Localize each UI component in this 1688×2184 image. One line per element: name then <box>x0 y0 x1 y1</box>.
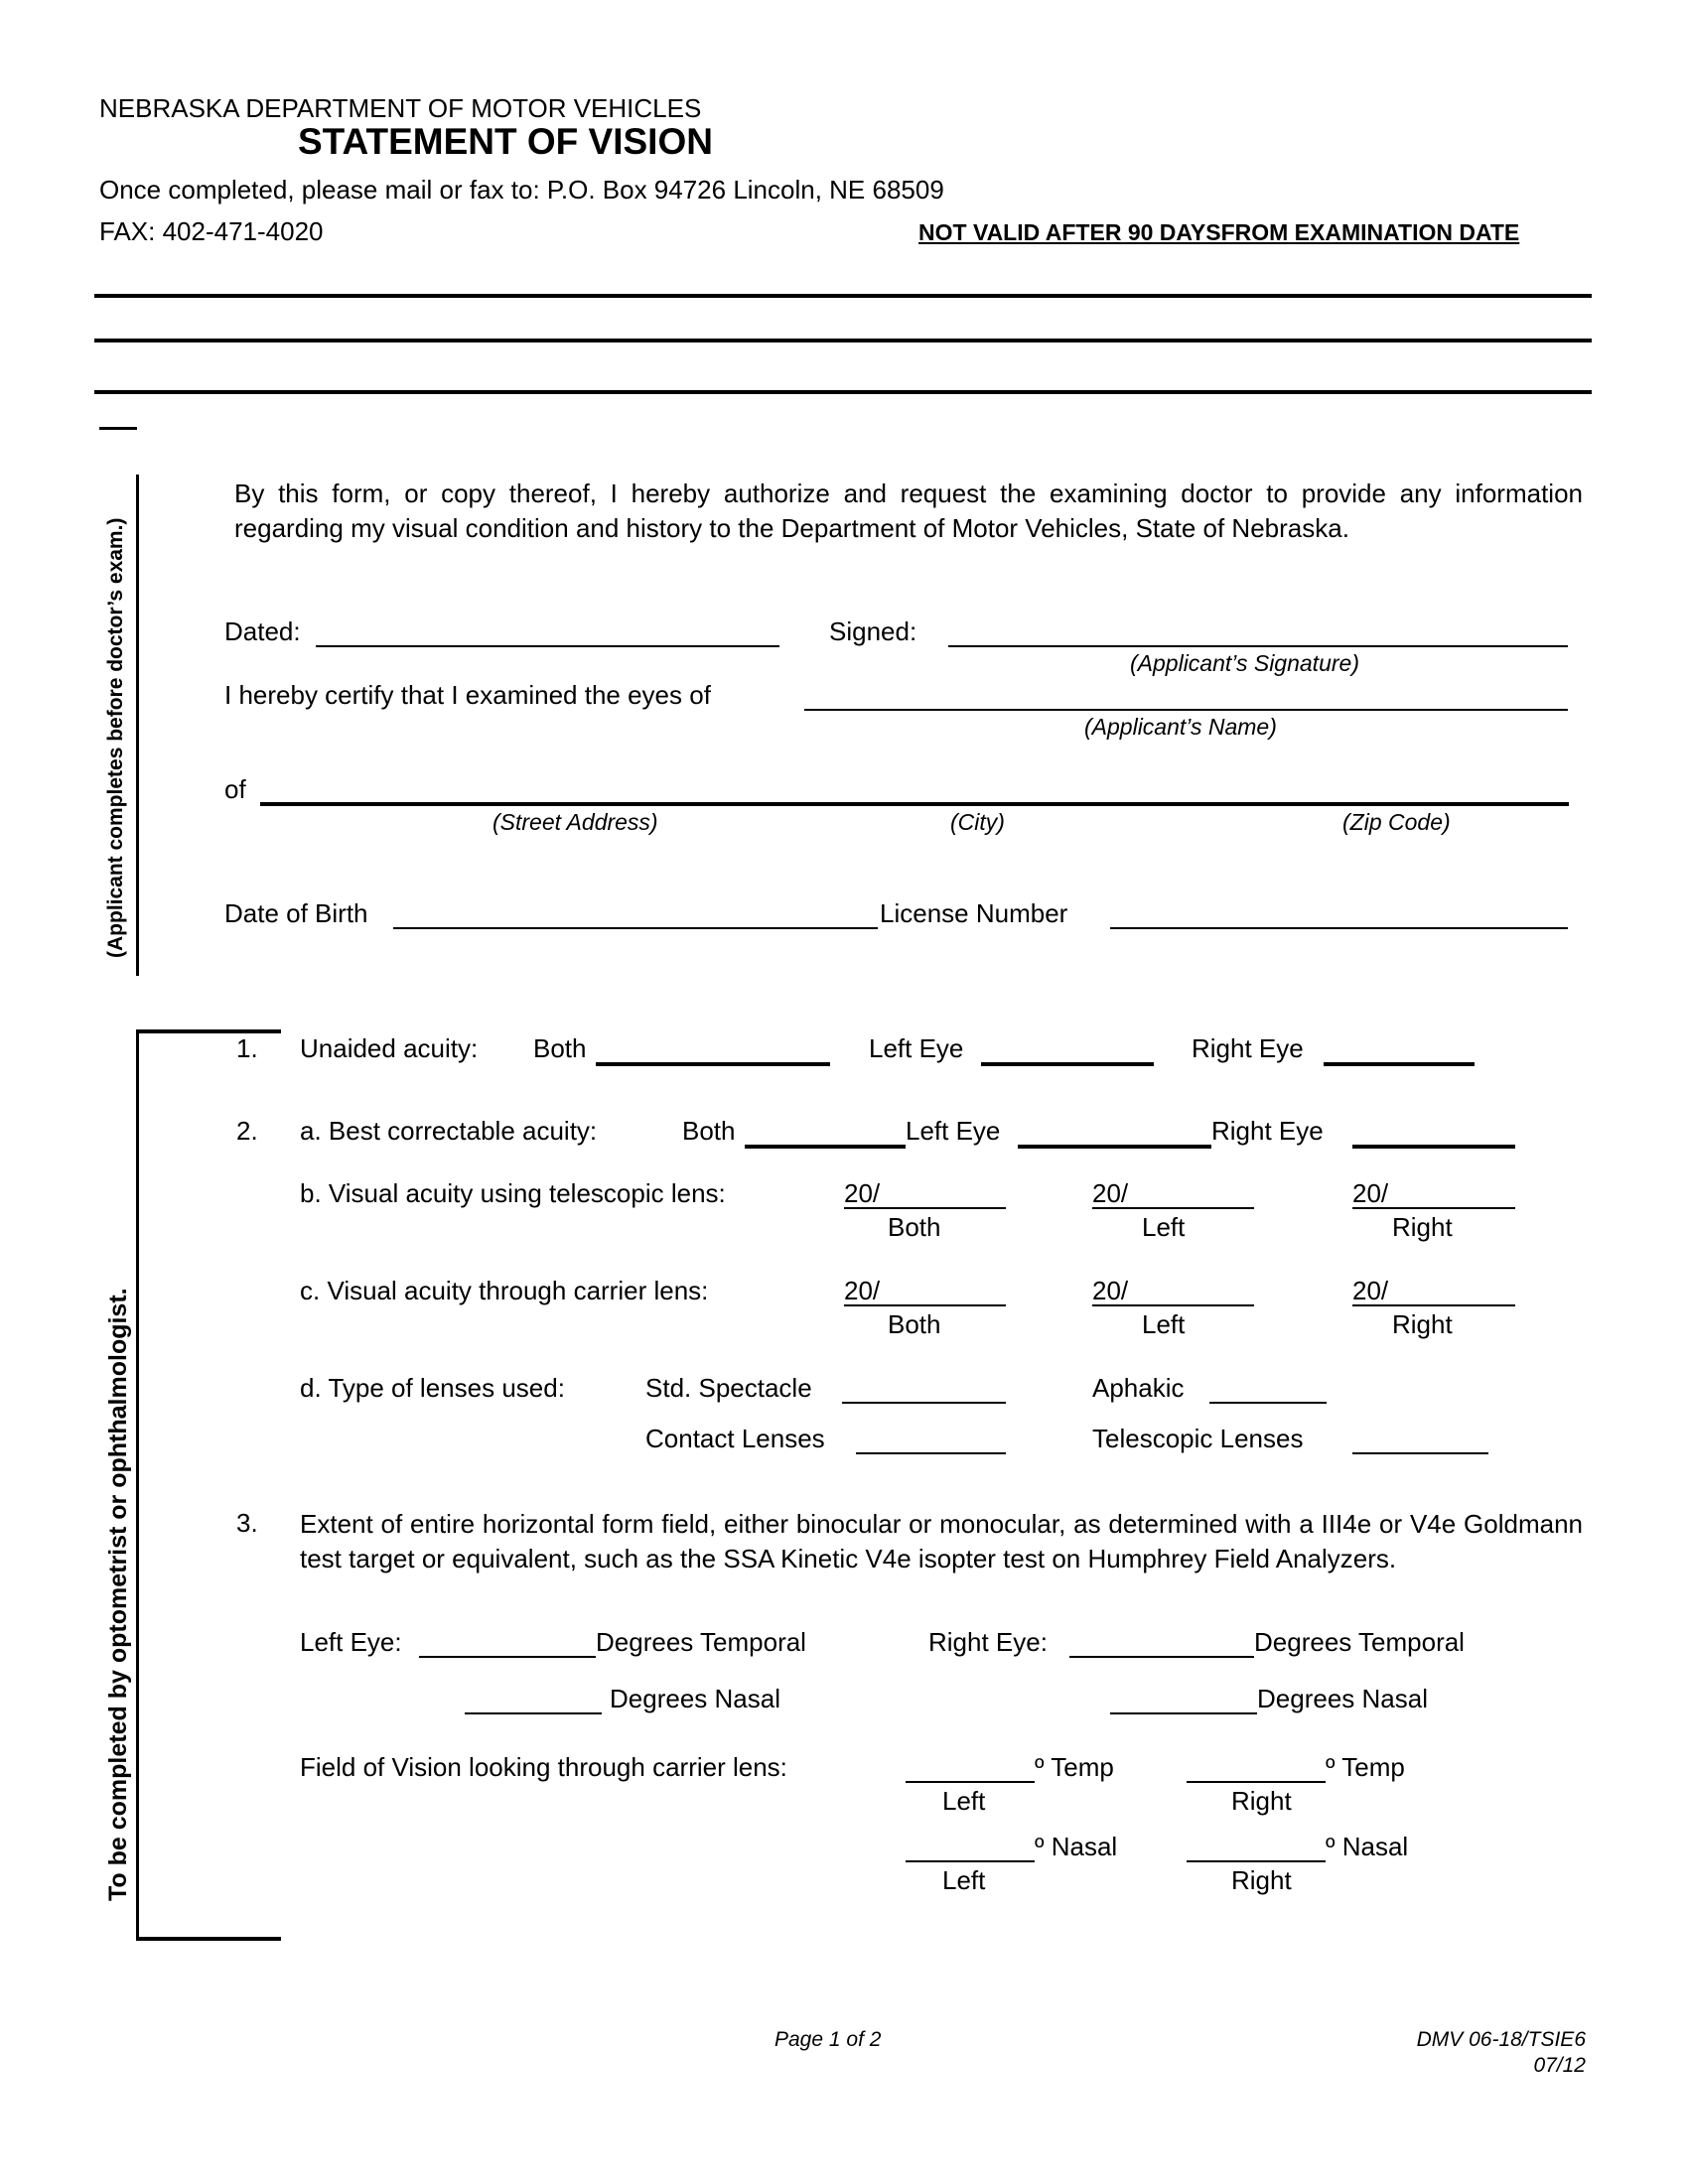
fov-left-temp-field[interactable] <box>906 1781 1035 1783</box>
q2b-both-caption: Both <box>888 1212 941 1242</box>
q1-left-field[interactable] <box>981 1062 1154 1066</box>
right-nasal-label: Degrees Nasal <box>1257 1684 1428 1713</box>
q2a-label: a. Best correctable acuity: <box>300 1116 598 1146</box>
fov-right-temp-field[interactable] <box>1187 1781 1326 1783</box>
doctor-bracket <box>136 1029 139 1941</box>
fov-left-temp-caption: Left <box>942 1786 986 1816</box>
fov-label: Field of Vision looking through carrier lens: <box>300 1752 787 1782</box>
license-field[interactable] <box>1110 927 1568 929</box>
q3-text: Extent of entire horizontal form field, either binocular or monocular, as determined with a III4e or V4e Goldmann test target or equivalent, such as the SSA Kinetic V4e isopter test on Humphrey Field Analyzers. <box>300 1509 1583 1573</box>
std-spectacle-label: Std. Spectacle <box>645 1373 812 1403</box>
contact-lenses-field[interactable] <box>856 1452 1006 1454</box>
doctor-bracket-top <box>136 1029 281 1033</box>
q2c-right-field[interactable] <box>1352 1304 1515 1306</box>
right-temporal-label: Degrees Temporal <box>1254 1627 1465 1657</box>
authorization-text: By this form, or copy thereof, I hereby authorize and request the examining doctor to provide any information regarding my visual condition and history to the Department of Motor Vehicles, State of Nebraska. <box>234 478 1583 543</box>
q2b-left-field[interactable] <box>1092 1207 1254 1209</box>
fov-right-nasal-caption: Right <box>1231 1865 1292 1895</box>
std-spectacle-field[interactable] <box>842 1402 1006 1404</box>
doctor-bracket-bottom <box>136 1937 281 1941</box>
q1-both-field[interactable] <box>596 1062 830 1066</box>
q2a-right-label: Right Eye <box>1211 1116 1324 1146</box>
fov-right-temp-caption: Right <box>1231 1786 1292 1816</box>
fov-right-temp-label: º Temp <box>1326 1752 1405 1782</box>
telescopic-lenses-label: Telescopic Lenses <box>1092 1424 1304 1453</box>
header-tick <box>99 427 137 430</box>
q2a-left-field[interactable] <box>1018 1145 1211 1149</box>
q2a-both-field[interactable] <box>745 1145 906 1149</box>
q2-number: 2. <box>236 1116 258 1146</box>
q1-right-label: Right Eye <box>1192 1033 1304 1063</box>
fov-right-nasal-field[interactable] <box>1187 1860 1326 1862</box>
applicant-side-label: (Applicant completes before doctor’s exam.) <box>104 517 127 958</box>
header-rule-1 <box>94 294 1592 298</box>
q2a-left-label: Left Eye <box>906 1116 1001 1146</box>
signature-caption: (Applicant’s Signature) <box>1130 650 1359 676</box>
q2c-right-prefix: 20/ <box>1352 1276 1389 1305</box>
q2c-both-field[interactable] <box>844 1304 1006 1306</box>
q2c-label: c. Visual acuity through carrier lens: <box>300 1276 709 1305</box>
q2a-right-field[interactable] <box>1352 1145 1515 1149</box>
left-nasal-field[interactable] <box>465 1712 602 1714</box>
fov-left-nasal-field[interactable] <box>906 1860 1035 1862</box>
q2c-left-field[interactable] <box>1092 1304 1254 1306</box>
dob-label: Date of Birth <box>224 898 368 928</box>
q2b-both-field[interactable] <box>844 1207 1006 1209</box>
q2d-label: d. Type of lenses used: <box>300 1373 565 1403</box>
q2a-both-label: Both <box>682 1116 736 1146</box>
of-label: of <box>224 774 246 804</box>
q2c-right-caption: Right <box>1392 1309 1453 1339</box>
q2c-left-caption: Left <box>1142 1309 1186 1339</box>
q1-label: Unaided acuity: <box>300 1033 479 1063</box>
aphakic-label: Aphakic <box>1092 1373 1185 1403</box>
validity-notice: NOT VALID AFTER 90 DAYSFROM EXAMINATION DATE <box>918 219 1520 245</box>
form-title: STATEMENT OF VISION <box>298 121 713 162</box>
q1-both-label: Both <box>533 1033 587 1063</box>
applicant-name-field[interactable] <box>804 709 1568 711</box>
left-nasal-label: Degrees Nasal <box>610 1684 780 1713</box>
zip-caption: (Zip Code) <box>1342 809 1451 835</box>
q2b-right-prefix: 20/ <box>1352 1178 1389 1208</box>
page-number: Page 1 of 2 <box>774 2028 882 2051</box>
signature-field[interactable] <box>948 645 1568 647</box>
left-temporal-field[interactable] <box>419 1656 596 1658</box>
q3-left-eye-label: Left Eye: <box>300 1627 402 1657</box>
q2c-both-caption: Both <box>888 1309 941 1339</box>
fov-left-nasal-label: º Nasal <box>1035 1832 1118 1861</box>
form-code: DMV 06-18/TSIE6 <box>1416 2028 1586 2051</box>
q2b-left-prefix: 20/ <box>1092 1178 1129 1208</box>
q1-right-field[interactable] <box>1324 1062 1475 1066</box>
q2b-right-caption: Right <box>1392 1212 1453 1242</box>
q2c-both-prefix: 20/ <box>844 1276 881 1305</box>
doctor-side-label: To be completed by optometrist or ophthalmologist. <box>104 1288 132 1901</box>
q1-left-label: Left Eye <box>869 1033 964 1063</box>
left-temporal-label: Degrees Temporal <box>596 1627 806 1657</box>
q2b-label: b. Visual acuity using telescopic lens: <box>300 1178 726 1208</box>
q2b-right-field[interactable] <box>1352 1207 1515 1209</box>
form-date: 07/12 <box>1533 2054 1586 2077</box>
dob-field[interactable] <box>393 927 878 929</box>
aphakic-field[interactable] <box>1209 1402 1327 1404</box>
dated-label: Dated: <box>224 616 301 646</box>
q3-number: 3. <box>236 1508 258 1538</box>
license-label: License Number <box>880 898 1068 928</box>
q1-number: 1. <box>236 1033 258 1063</box>
q2b-left-caption: Left <box>1142 1212 1186 1242</box>
fov-right-nasal-label: º Nasal <box>1326 1832 1409 1861</box>
applicant-bracket <box>136 475 139 976</box>
right-temporal-field[interactable] <box>1069 1656 1254 1658</box>
header-rule-2 <box>94 339 1592 342</box>
q2b-both-prefix: 20/ <box>844 1178 881 1208</box>
telescopic-lenses-field[interactable] <box>1352 1452 1488 1454</box>
address-field[interactable] <box>260 802 1569 806</box>
fov-left-nasal-caption: Left <box>942 1865 986 1895</box>
contact-lenses-label: Contact Lenses <box>645 1424 825 1453</box>
street-caption: (Street Address) <box>492 809 658 835</box>
name-caption: (Applicant’s Name) <box>1084 714 1277 740</box>
fov-left-temp-label: º Temp <box>1035 1752 1114 1782</box>
city-caption: (City) <box>950 809 1005 835</box>
certify-label: I hereby certify that I examined the eyes of <box>224 680 711 710</box>
right-nasal-field[interactable] <box>1110 1712 1257 1714</box>
dated-field[interactable] <box>316 645 779 647</box>
agency-name: NEBRASKA DEPARTMENT OF MOTOR VEHICLES <box>99 93 702 123</box>
header-rule-3 <box>94 390 1592 394</box>
signed-label: Signed: <box>829 616 917 646</box>
q2c-left-prefix: 20/ <box>1092 1276 1129 1305</box>
mail-instructions: Once completed, please mail or fax to: P.O. Box 94726 Lincoln, NE 68509 <box>99 175 944 205</box>
fax-number: FAX: 402-471-4020 <box>99 216 324 246</box>
q3-right-eye-label: Right Eye: <box>928 1627 1048 1657</box>
